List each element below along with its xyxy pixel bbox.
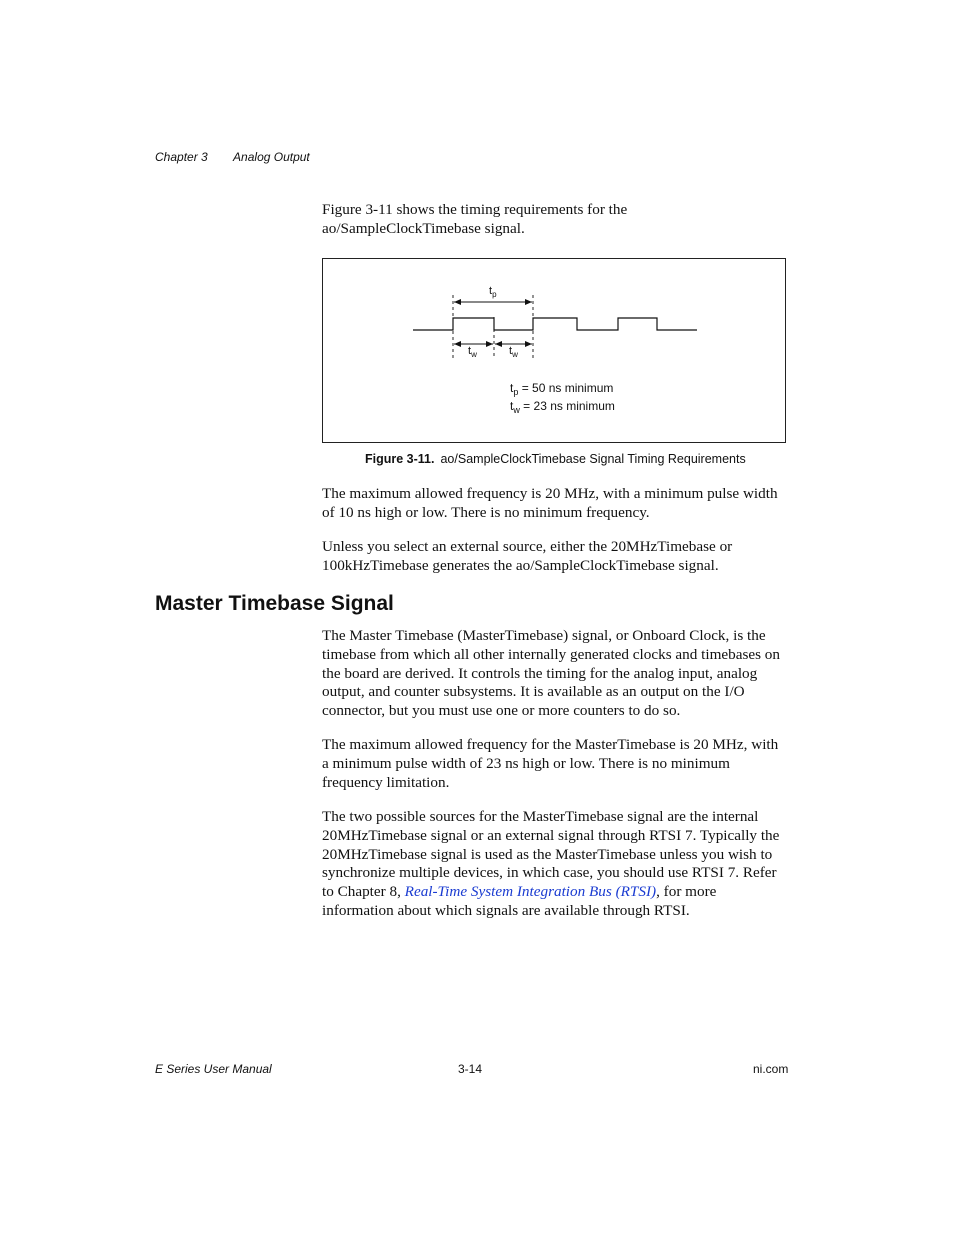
caption-text: ao/SampleClockTimebase Signal Timing Requirements [440,452,746,466]
clock-waveform [413,318,697,330]
timing-figure [322,258,786,443]
master-timebase-paragraph-3: The two possible sources for the MasterTimebase signal are the internal 20MHzTimebase signal or an external signal through RTSI 7. Typically the 20MHzTimebase signal is used as the MasterTimebase unless you wish to synchronize multiple devices, in which case, you should use RTSI 7. Refer to Chapter 8, Real-Time System Integration Bus (RTSI), for more information about which signals are available through RTSI. [322,808,780,919]
master-timebase-paragraph-2: The maximum allowed frequency for the MasterTimebase is 20 MHz, with a minimum pulse width of 23 ns high or low. There is no minimum frequency limitation. [322,736,779,791]
source-paragraph: Unless you select an external source, either the 20MHzTimebase or 100kHzTimebase generates the ao/SampleClockTimebase signal. [322,538,733,574]
figure-caption [365,452,746,466]
tw-label-1: $t_w$ [468,345,477,359]
footer-manual-title: E Series User Manual [155,1062,272,1076]
rtsi-chapter-link[interactable]: Real-Time System Integration Bus (RTSI) [404,883,657,901]
header-section: Analog Output [233,150,310,164]
running-header [155,150,310,164]
tw-label-2: $t_w$ [509,345,518,359]
footer-page-number: 3-14 [458,1062,483,1076]
intro-paragraph: Figure 3-11 shows the timing requirements for the ao/SampleClockTimebase signal. [322,201,628,237]
legend-tp: $t_p = 50$ ns minimum [510,381,614,397]
caption-label: Figure 3-11. [365,452,435,466]
section-heading: Master Timebase Signal [155,592,394,615]
timing-diagram [323,259,785,442]
master-timebase-paragraph-1: The Master Timebase (MasterTimebase) signal, or Onboard Clock, is the timebase from which all other internally generated clocks and timebases on the board are derived. It controls the timing for the analog input, analog output, and counter subsystems. It is available as an output on the I/O connector, but you must use one or more counters to do so. [322,627,780,720]
header-chapter: Chapter 3 [155,150,208,164]
legend-tw: $t_w = 23$ ns minimum [510,399,615,415]
tp-label: $t_p$ [489,285,497,299]
max-frequency-paragraph: The maximum allowed frequency is 20 MHz, with a minimum pulse width of 10 ns high or low. There is no minimum frequency. [322,485,778,521]
footer-website: ni.com [753,1062,789,1076]
